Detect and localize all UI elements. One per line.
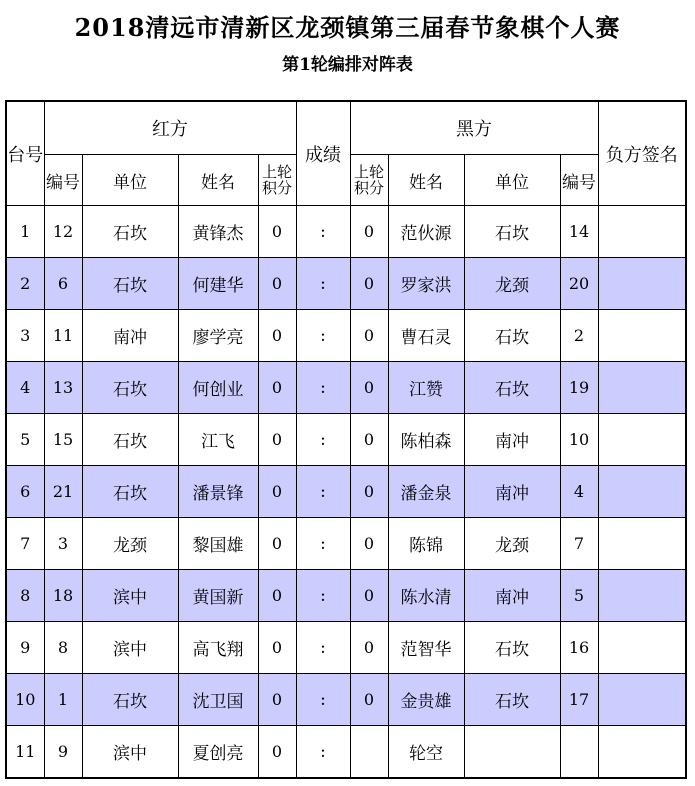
cell-result[interactable]: : bbox=[296, 310, 350, 362]
header-black-number: 编号 bbox=[560, 155, 598, 206]
table-row bbox=[6, 622, 686, 674]
cell-black-name: 金贵雄 bbox=[388, 674, 464, 726]
cell-red-unit: 石坎 bbox=[82, 206, 178, 258]
cell-result[interactable]: : bbox=[296, 466, 350, 518]
cell-red-number: 13 bbox=[44, 362, 82, 414]
cell-red-name: 黄国新 bbox=[178, 570, 258, 622]
cell-black-score bbox=[350, 726, 388, 779]
header-red-unit: 单位 bbox=[82, 155, 178, 206]
cell-loser-sign[interactable] bbox=[598, 726, 686, 779]
cell-red-number: 12 bbox=[44, 206, 82, 258]
cell-loser-sign[interactable] bbox=[598, 466, 686, 518]
cell-loser-sign[interactable] bbox=[598, 570, 686, 622]
cell-red-number: 21 bbox=[44, 466, 82, 518]
cell-black-score: 0 bbox=[350, 466, 388, 518]
cell-red-name: 夏创亮 bbox=[178, 726, 258, 779]
cell-black-number: 5 bbox=[560, 570, 598, 622]
cell-red-unit: 石坎 bbox=[82, 674, 178, 726]
cell-red-name: 沈卫国 bbox=[178, 674, 258, 726]
cell-black-unit bbox=[464, 726, 560, 779]
cell-red-unit: 石坎 bbox=[82, 362, 178, 414]
cell-table-no: 10 bbox=[6, 674, 44, 726]
cell-red-score: 0 bbox=[258, 726, 296, 779]
cell-black-unit: 南冲 bbox=[464, 570, 560, 622]
cell-loser-sign[interactable] bbox=[598, 674, 686, 726]
cell-loser-sign[interactable] bbox=[598, 310, 686, 362]
cell-red-name: 黎国雄 bbox=[178, 518, 258, 570]
cell-red-unit: 滨中 bbox=[82, 570, 178, 622]
cell-result[interactable]: : bbox=[296, 674, 350, 726]
cell-black-name: 范伙源 bbox=[388, 206, 464, 258]
cell-red-name: 何建华 bbox=[178, 258, 258, 310]
cell-black-name: 曹石灵 bbox=[388, 310, 464, 362]
cell-red-number: 8 bbox=[44, 622, 82, 674]
header-table-no: 台号 bbox=[6, 101, 44, 206]
cell-red-score: 0 bbox=[258, 206, 296, 258]
cell-black-score: 0 bbox=[350, 258, 388, 310]
cell-red-number: 11 bbox=[44, 310, 82, 362]
cell-red-number: 9 bbox=[44, 726, 82, 779]
cell-red-unit: 石坎 bbox=[82, 466, 178, 518]
cell-table-no: 11 bbox=[6, 726, 44, 779]
cell-table-no: 6 bbox=[6, 466, 44, 518]
cell-result[interactable]: : bbox=[296, 726, 350, 779]
cell-result[interactable]: : bbox=[296, 258, 350, 310]
cell-red-unit: 石坎 bbox=[82, 258, 178, 310]
cell-red-score: 0 bbox=[258, 518, 296, 570]
header-black-unit: 单位 bbox=[464, 155, 560, 206]
cell-black-unit: 南冲 bbox=[464, 414, 560, 466]
cell-red-score: 0 bbox=[258, 414, 296, 466]
table-row bbox=[6, 258, 686, 310]
cell-black-score: 0 bbox=[350, 570, 388, 622]
cell-loser-sign[interactable] bbox=[598, 258, 686, 310]
table-row bbox=[6, 206, 686, 258]
cell-black-name: 轮空 bbox=[388, 726, 464, 779]
cell-black-score: 0 bbox=[350, 622, 388, 674]
cell-table-no: 2 bbox=[6, 258, 44, 310]
cell-black-name: 陈水清 bbox=[388, 570, 464, 622]
cell-black-score: 0 bbox=[350, 414, 388, 466]
header-red-side: 红方 bbox=[44, 101, 296, 155]
table-row bbox=[6, 414, 686, 466]
cell-red-name: 江飞 bbox=[178, 414, 258, 466]
cell-red-unit: 滨中 bbox=[82, 726, 178, 779]
cell-red-number: 6 bbox=[44, 258, 82, 310]
cell-red-number: 1 bbox=[44, 674, 82, 726]
page-title: 2018清远市清新区龙颈镇第三届春节象棋个人赛 bbox=[74, 13, 621, 42]
cell-red-score: 0 bbox=[258, 570, 296, 622]
cell-black-number bbox=[560, 726, 598, 779]
cell-loser-sign[interactable] bbox=[598, 362, 686, 414]
cell-table-no: 1 bbox=[6, 206, 44, 258]
cell-result[interactable]: : bbox=[296, 414, 350, 466]
cell-black-number: 7 bbox=[560, 518, 598, 570]
cell-black-number: 10 bbox=[560, 414, 598, 466]
table-row bbox=[6, 362, 686, 414]
cell-black-name: 范智华 bbox=[388, 622, 464, 674]
cell-black-unit: 南冲 bbox=[464, 466, 560, 518]
table-row bbox=[6, 466, 686, 518]
cell-red-number: 3 bbox=[44, 518, 82, 570]
header-red-name: 姓名 bbox=[178, 155, 258, 206]
cell-red-number: 18 bbox=[44, 570, 82, 622]
cell-black-number: 20 bbox=[560, 258, 598, 310]
cell-table-no: 3 bbox=[6, 310, 44, 362]
cell-red-unit: 石坎 bbox=[82, 414, 178, 466]
header-black-prev-score: 上轮积分 bbox=[350, 155, 388, 206]
cell-black-unit: 石坎 bbox=[464, 310, 560, 362]
cell-black-number: 19 bbox=[560, 362, 598, 414]
cell-black-score: 0 bbox=[350, 362, 388, 414]
cell-result[interactable]: : bbox=[296, 206, 350, 258]
cell-red-name: 何创业 bbox=[178, 362, 258, 414]
header-black-side: 黑方 bbox=[350, 101, 598, 155]
cell-result[interactable]: : bbox=[296, 622, 350, 674]
cell-red-score: 0 bbox=[258, 258, 296, 310]
table-row bbox=[6, 518, 686, 570]
cell-red-score: 0 bbox=[258, 362, 296, 414]
table-row bbox=[6, 310, 686, 362]
cell-black-number: 16 bbox=[560, 622, 598, 674]
cell-loser-sign[interactable] bbox=[598, 518, 686, 570]
cell-red-name: 潘景锋 bbox=[178, 466, 258, 518]
cell-black-score: 0 bbox=[350, 674, 388, 726]
header-red-prev-score: 上轮积分 bbox=[258, 155, 296, 206]
header-black-name: 姓名 bbox=[388, 155, 464, 206]
cell-black-number: 2 bbox=[560, 310, 598, 362]
cell-black-name: 潘金泉 bbox=[388, 466, 464, 518]
cell-black-unit: 石坎 bbox=[464, 622, 560, 674]
cell-table-no: 8 bbox=[6, 570, 44, 622]
cell-table-no: 4 bbox=[6, 362, 44, 414]
cell-black-unit: 石坎 bbox=[464, 674, 560, 726]
cell-result[interactable]: : bbox=[296, 518, 350, 570]
cell-red-unit: 龙颈 bbox=[82, 518, 178, 570]
cell-red-name: 高飞翔 bbox=[178, 622, 258, 674]
cell-black-unit: 龙颈 bbox=[464, 518, 560, 570]
cell-red-score: 0 bbox=[258, 674, 296, 726]
cell-red-unit: 滨中 bbox=[82, 622, 178, 674]
cell-table-no: 7 bbox=[6, 518, 44, 570]
cell-black-name: 陈锦 bbox=[388, 518, 464, 570]
cell-red-number: 15 bbox=[44, 414, 82, 466]
cell-black-number: 4 bbox=[560, 466, 598, 518]
cell-black-score: 0 bbox=[350, 310, 388, 362]
cell-result[interactable]: : bbox=[296, 362, 350, 414]
cell-black-unit: 龙颈 bbox=[464, 258, 560, 310]
cell-black-name: 陈柏森 bbox=[388, 414, 464, 466]
header-loser-sign: 负方签名 bbox=[598, 101, 686, 206]
header-red-number: 编号 bbox=[44, 155, 82, 206]
cell-black-number: 17 bbox=[560, 674, 598, 726]
cell-result[interactable]: : bbox=[296, 570, 350, 622]
cell-black-name: 罗家洪 bbox=[388, 258, 464, 310]
cell-loser-sign[interactable] bbox=[598, 622, 686, 674]
cell-red-unit: 南冲 bbox=[82, 310, 178, 362]
cell-black-unit: 石坎 bbox=[464, 206, 560, 258]
table-row bbox=[6, 674, 686, 726]
cell-black-score: 0 bbox=[350, 518, 388, 570]
cell-loser-sign[interactable] bbox=[598, 414, 686, 466]
cell-red-name: 黄锋杰 bbox=[178, 206, 258, 258]
cell-red-score: 0 bbox=[258, 622, 296, 674]
header-result: 成绩 bbox=[296, 101, 350, 206]
table-row bbox=[6, 726, 686, 779]
cell-black-score: 0 bbox=[350, 206, 388, 258]
cell-red-name: 廖学亮 bbox=[178, 310, 258, 362]
page-subtitle: 第1轮编排对阵表 bbox=[282, 55, 413, 75]
pairing-table bbox=[5, 100, 687, 779]
cell-red-score: 0 bbox=[258, 310, 296, 362]
cell-black-name: 江赞 bbox=[388, 362, 464, 414]
cell-loser-sign[interactable] bbox=[598, 206, 686, 258]
cell-red-score: 0 bbox=[258, 466, 296, 518]
cell-black-number: 14 bbox=[560, 206, 598, 258]
cell-table-no: 9 bbox=[6, 622, 44, 674]
table-row bbox=[6, 570, 686, 622]
cell-table-no: 5 bbox=[6, 414, 44, 466]
cell-black-unit: 石坎 bbox=[464, 362, 560, 414]
